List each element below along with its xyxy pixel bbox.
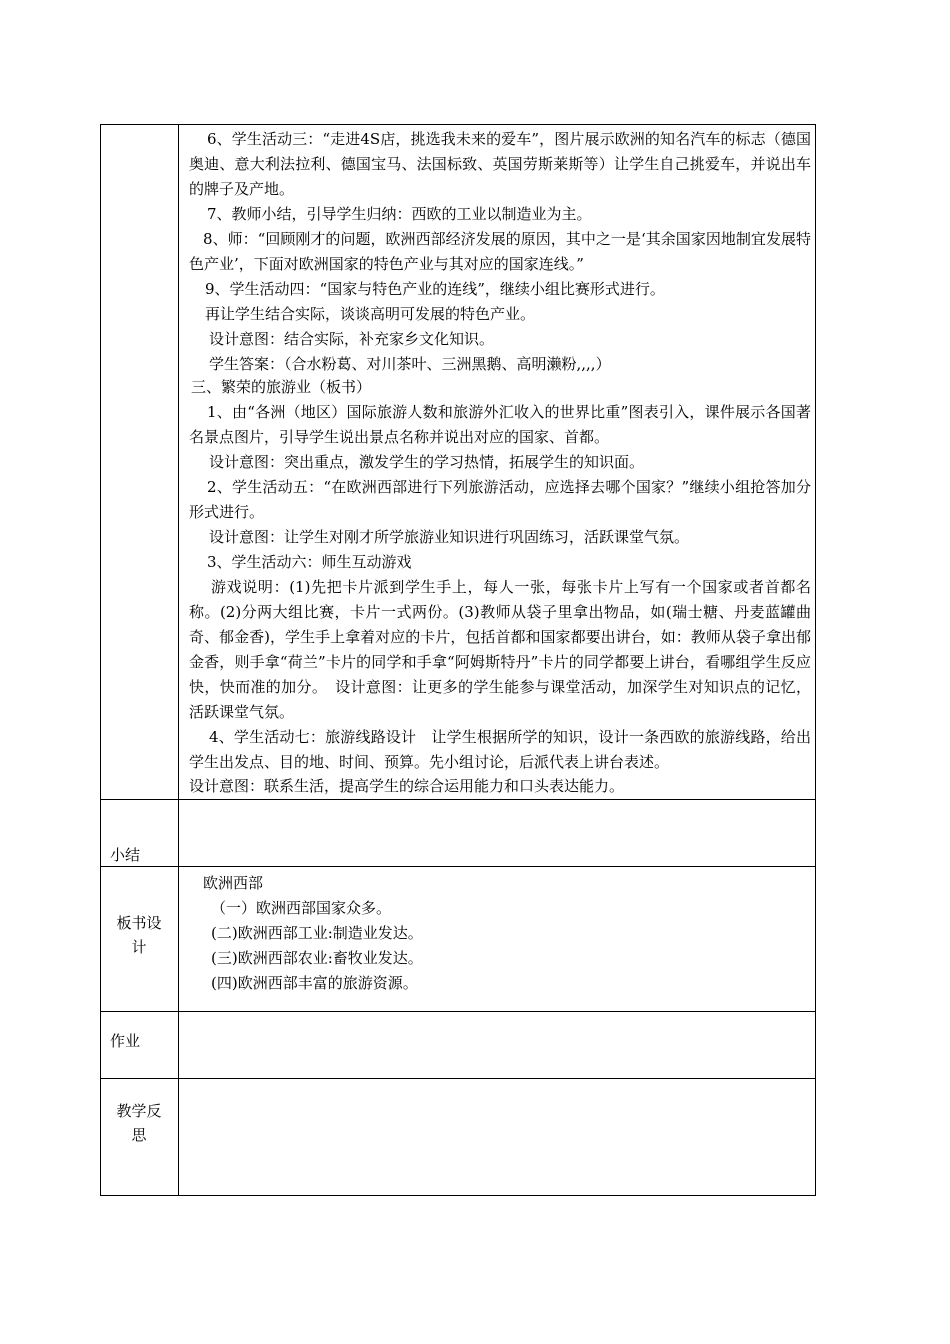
teacher-question-paragraph: 8、师：“回顾刚才的问题，欧洲西部经济发展的原因，其中之一是‘其余国家因地制宜发展特色产业’，下面对欧洲国家的特色产业与其对应的国家连线。” (189, 230, 811, 273)
activity-7-paragraph: 4、学生活动七：旅游线路设计 让学生根据所学的知识，设计一条西欧的旅游线路，给出学生出发点、目的地、时间、预算。先小组讨论，后派代表上讲台表述。 (189, 728, 811, 771)
design-intent-3: 设计意图：让学生对刚才所学旅游业知识进行巩固练习，活跃课堂气氛。 (209, 528, 690, 546)
tourism-section-heading: 三、繁荣的旅游业（板书） (191, 378, 372, 396)
design-intent-2: 设计意图：突出重点，激发学生的学习热情，拓展学生的知识面。 (209, 453, 645, 471)
row-divider-4 (101, 1078, 815, 1079)
row-divider-2 (101, 866, 815, 867)
lesson-plan-table (100, 124, 816, 1196)
board-item-3: (三)欧洲西部农业:畜牧业发达。 (211, 949, 423, 967)
design-intent-4: 设计意图：联系生活，提高学生的综合运用能力和口头表达能力。 (189, 777, 625, 795)
row-divider-3 (101, 1011, 815, 1012)
design-intent-1: 设计意图：结合实际，补充家乡文化知识。 (209, 330, 495, 348)
summary-label: 小结 (110, 846, 141, 864)
activity-4-paragraph: 9、学生活动四：“国家与特色产业的连线”，继续小组比赛形式进行。 (205, 280, 665, 298)
row-divider-1 (101, 799, 815, 800)
activity-6-paragraph: 6、学生活动三：“走进4S店，挑选我未来的爱车”，图片展示欧洲的知名汽车的标志（德国奥迪、意大利法拉利、德国宝马、法国标致、英国劳斯莱斯等）让学生自己挑爱车，并说出车的牌子及产地。 (189, 130, 811, 198)
board-design-label: 板书设计 (116, 914, 162, 956)
activity-6-game-heading: 3、学生活动六：师生互动游戏 (207, 553, 412, 571)
column-divider (178, 125, 179, 1195)
local-industry-paragraph: 再让学生结合实际，谈谈高明可发展的特色产业。 (205, 305, 536, 323)
board-item-4: (四)欧洲西部丰富的旅游资源。 (211, 974, 418, 992)
activity-5-paragraph: 2、学生活动五：“在欧洲西部进行下列旅游活动，应选择去哪个国家？”继续小组抢答加分形式进行。 (189, 478, 811, 521)
game-instructions-paragraph: 游戏说明：(1)先把卡片派到学生手上，每人一张，每张卡片上写有一个国家或者首都名称。(2)分两大组比赛，卡片一式两份。(3)教师从袋子里拿出物品，如(瑞士糖、丹麦蓝罐曲奇、郁金香)，学生手上拿着对应的卡片，包括首都和国家都要出讲台，如：教师从袋子拿出郁金香，则手拿“荷兰”卡片的同学和手拿“阿姆斯特丹”卡片的同学都要上讲台，看哪组学生反应快，快而准的加分。 设计意图：让更多的学生能参与课堂活动，加深学生对知识点的记忆，活跃课堂气氛。 (189, 578, 811, 721)
board-item-2: (二)欧洲西部工业:制造业发达。 (211, 924, 423, 942)
board-item-1: （一）欧洲西部国家众多。 (211, 899, 392, 917)
homework-label: 作业 (110, 1032, 141, 1050)
tourism-intro-paragraph: 1、由“各洲（地区）国际旅游人数和旅游外汇收入的世界比重”图表引入，课件展示各国著名景点图片，引导学生说出景点名称并说出对应的国家、首都。 (189, 403, 811, 446)
student-answer-paragraph: 学生答案：（合水粉葛、对川茶叶、三洲黑鹅、高明濑粉,,,,） (209, 355, 611, 373)
teacher-summary-paragraph: 7、教师小结，引导学生归纳：西欧的工业以制造业为主。 (207, 205, 592, 223)
reflection-label: 教学反思 (116, 1102, 162, 1144)
board-title: 欧洲西部 (203, 874, 264, 892)
